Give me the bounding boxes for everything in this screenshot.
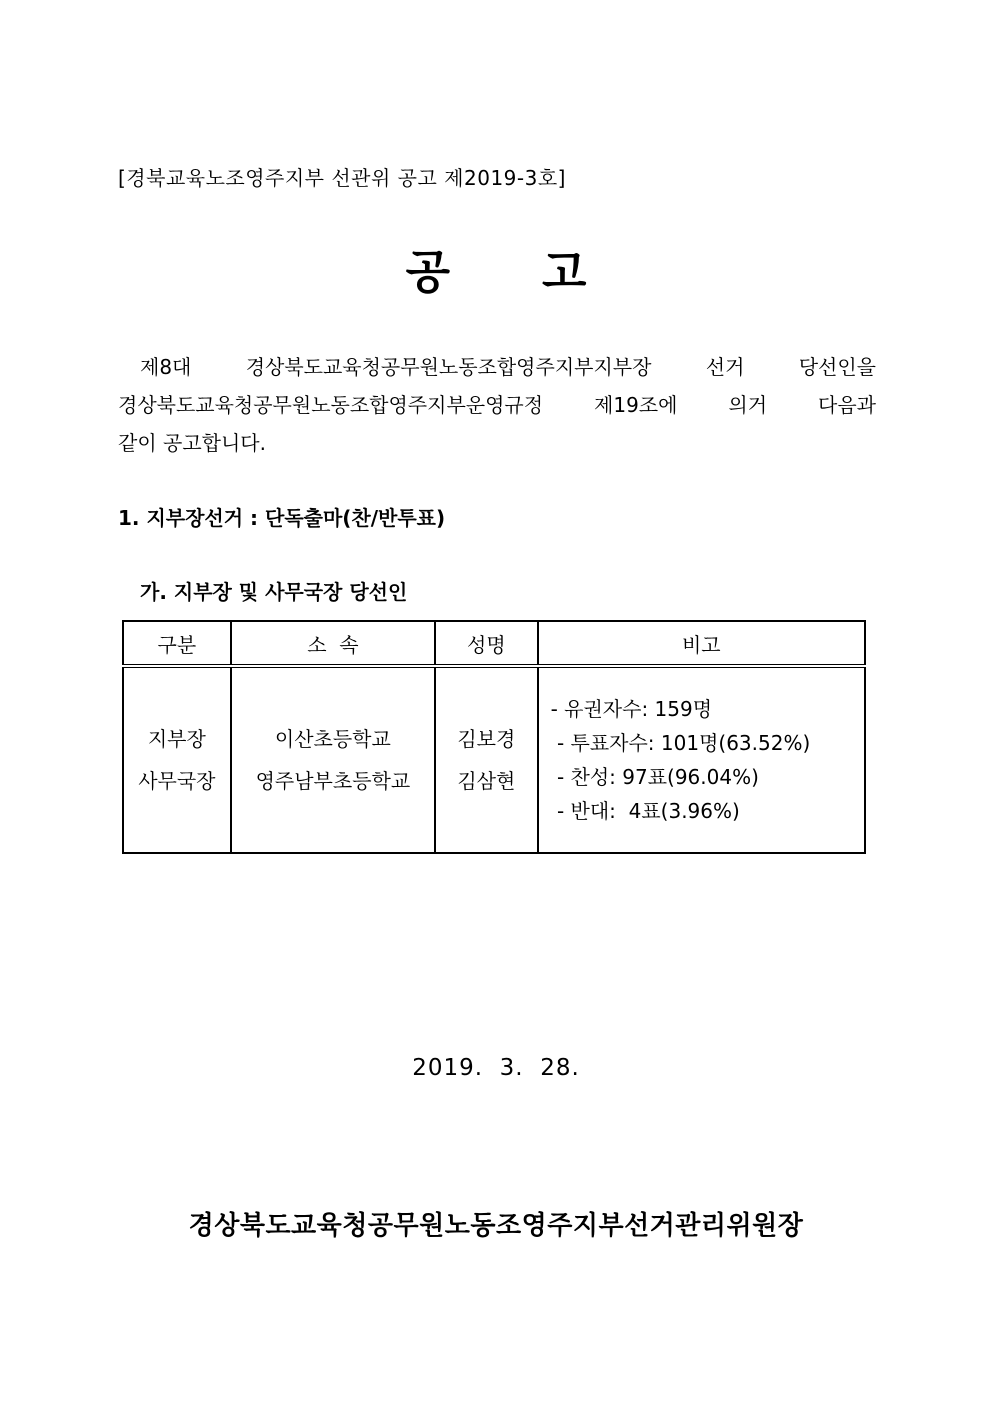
remarks-voters: - 투표자수: 101명(63.52%) xyxy=(550,731,811,755)
name-secretary-general: 김삼현 xyxy=(457,769,516,793)
notice-number: [경북교육노조영주지부 선관위 공고 제2019-3호] xyxy=(118,166,566,190)
category-branch-chief: 지부장 xyxy=(147,727,206,751)
remarks-oppose: - 반대: 4표(3.96%) xyxy=(550,799,740,823)
title-char-1: 공 xyxy=(405,245,450,299)
header-name: 성명 xyxy=(435,621,538,666)
table-row xyxy=(123,666,865,853)
header-remarks: 비고 xyxy=(538,621,865,666)
title-char-2: 고 xyxy=(542,245,587,299)
remarks-approve: - 찬성: 97표(96.04%) xyxy=(550,765,759,789)
remarks-cell xyxy=(538,666,865,853)
issuer-signature: 경상북도교육청공무원노동조영주지부선거관리위원장 xyxy=(188,1211,804,1241)
remarks-eligible-voters: - 유권자수: 159명 xyxy=(550,697,713,721)
subsection-heading-a: 가. 지부장 및 사무국장 당선인 xyxy=(140,580,408,604)
name-cell xyxy=(435,666,538,853)
affiliation-cell xyxy=(231,666,435,853)
notice-body xyxy=(118,348,876,462)
header-affiliation: 소 속 xyxy=(231,621,435,666)
body-line-3: 같이 공고합니다. xyxy=(118,431,266,455)
section-heading-1: 1. 지부장선거 : 단독출마(찬/반투표) xyxy=(118,506,446,530)
affiliation-branch-chief: 이산초등학교 xyxy=(274,727,391,751)
election-result-table xyxy=(122,620,866,854)
notice-title xyxy=(0,236,992,302)
body-line-2: 경상북도교육청공무원노동조합영주지부운영규정 제19조에 의거 다음과 xyxy=(118,393,876,417)
table-header-row xyxy=(123,621,865,666)
name-branch-chief: 김보경 xyxy=(457,727,516,751)
category-cell xyxy=(123,666,231,853)
category-secretary-general: 사무국장 xyxy=(138,769,216,793)
header-category: 구분 xyxy=(123,621,231,666)
body-line-1: 제8대 경상북도교육청공무원노동조합영주지부지부장 선거 당선인을 xyxy=(140,355,876,379)
notice-date: 2019. 3. 28. xyxy=(412,1055,580,1081)
affiliation-secretary-general: 영주남부초등학교 xyxy=(255,769,411,793)
